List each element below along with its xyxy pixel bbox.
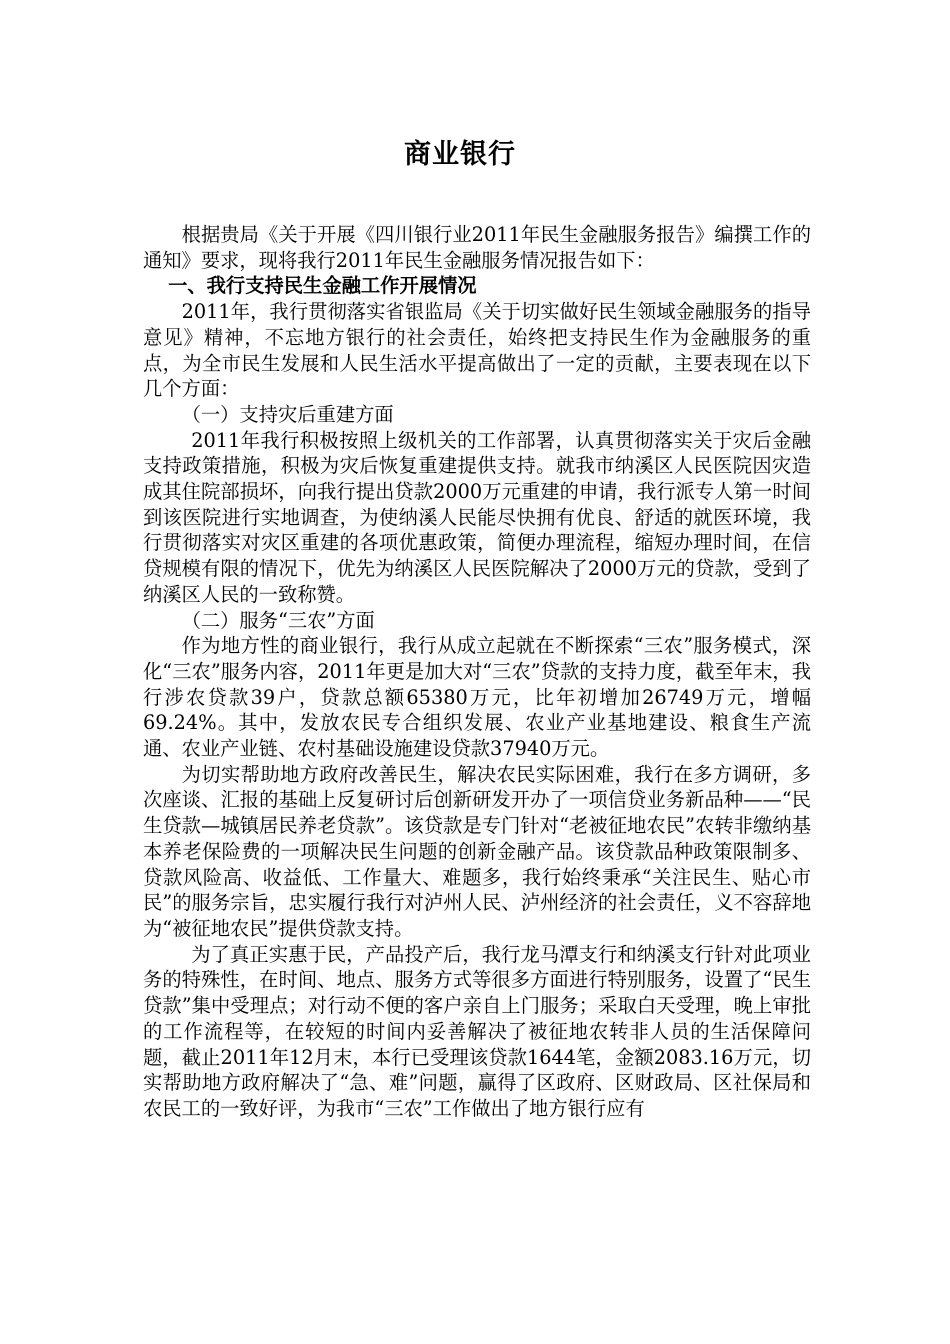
subsection-2-heading: （二）服务“三农”方面 <box>181 608 375 632</box>
intro-paragraph: 根据贵局《关于开展《四川银行业2011年民生金融服务报告》编撰工作的通知》要求，现将我行2011年民生金融服务情况报告如下： <box>143 223 811 272</box>
subsection-2-paragraph-2: 为切实帮助地方政府改善民生，解决农民实际困难，我行在多方调研，多次座谈、汇报的基础上反复研讨后创新研发开办了一项信贷业务新品种——“民生贷款—城镇居民养老贷款”。该贷款是专门针对“老被征地农民”农转非缴纳基本养老保险费的一项解决民生问题的创新金融产品。该贷款品种政策限制多、贷款风险高、收益低、工作量大、难题多，我行始终秉承“关注民生、贴心市民”的服务宗旨，忠实履行我行对泸州人民、泸州经济的社会责任，义不容辞地为“被征地农民”提供贷款支持。 <box>143 762 811 940</box>
document-body <box>143 222 811 1122</box>
section-1-paragraph: 2011年，我行贯彻落实省银监局《关于切实做好民生领域金融服务的指导意见》精神，不忘地方银行的社会责任，始终把支持民生作为金融服务的重点，为全市民生发展和人民生活水平提高做出了一定的贡献，主要表现在以下几个方面： <box>143 300 811 401</box>
page-title: 商业银行 <box>404 139 516 170</box>
subsection-2-paragraph-3: 为了真正实惠于民，产品投产后，我行龙马潭支行和纳溪支行针对此项业务的特殊性，在时间、地点、服务方式等很多方面进行特别服务，设置了“民生贷款”集中受理点；对行动不便的客户亲自上门服务；采取白天受理，晚上审批的工作流程等，在较短的时间内妥善解决了被征地农转非人员的生活保障问题，截止2011年12月末，本行已受理该贷款1644笔，金额2083.16万元，切实帮助地方政府解决了“急、难”问题，赢得了区政府、区财政局、区社保局和农民工的一致好评，为我市“三农”工作做出了地方银行应有 <box>143 942 811 1120</box>
section-1-heading: 一、我行支持民生金融工作开展情况 <box>168 274 477 298</box>
subsection-1-heading: （一）支持灾后重建方面 <box>181 402 394 426</box>
subsection-1-paragraph: 2011年我行积极按照上级机关的工作部署，认真贯彻落实关于灾后金融支持政策措施，积极为灾后恢复重建提供支持。就我市纳溪区人民医院因灾造成其住院部损坏，向我行提出贷款2000万元重建的申请，我行派专人第一时间到该医院进行实地调查，为使纳溪人民能尽快拥有优良、舒适的就医环境，我行贯彻落实对灾区重建的各项优惠政策，简便办理流程，缩短办理时间，在信贷规模有限的情况下，优先为纳溪区人民医院解决了2000万元的贷款，受到了纳溪区人民的一致称赞。 <box>143 428 811 606</box>
subsection-2-paragraph-1: 作为地方性的商业银行，我行从成立起就在不断探索“三农”服务模式，深化“三农”服务内容，2011年更是加大对“三农”贷款的支持力度，截至年末，我行涉农贷款39户，贷款总额65380万元，比年初增加26749万元，增幅69.24%。其中，发放农民专合组织发展、农业产业基地建设、粮食生产流通、农业产业链、农村基础设施建设贷款37940万元。 <box>143 634 811 761</box>
